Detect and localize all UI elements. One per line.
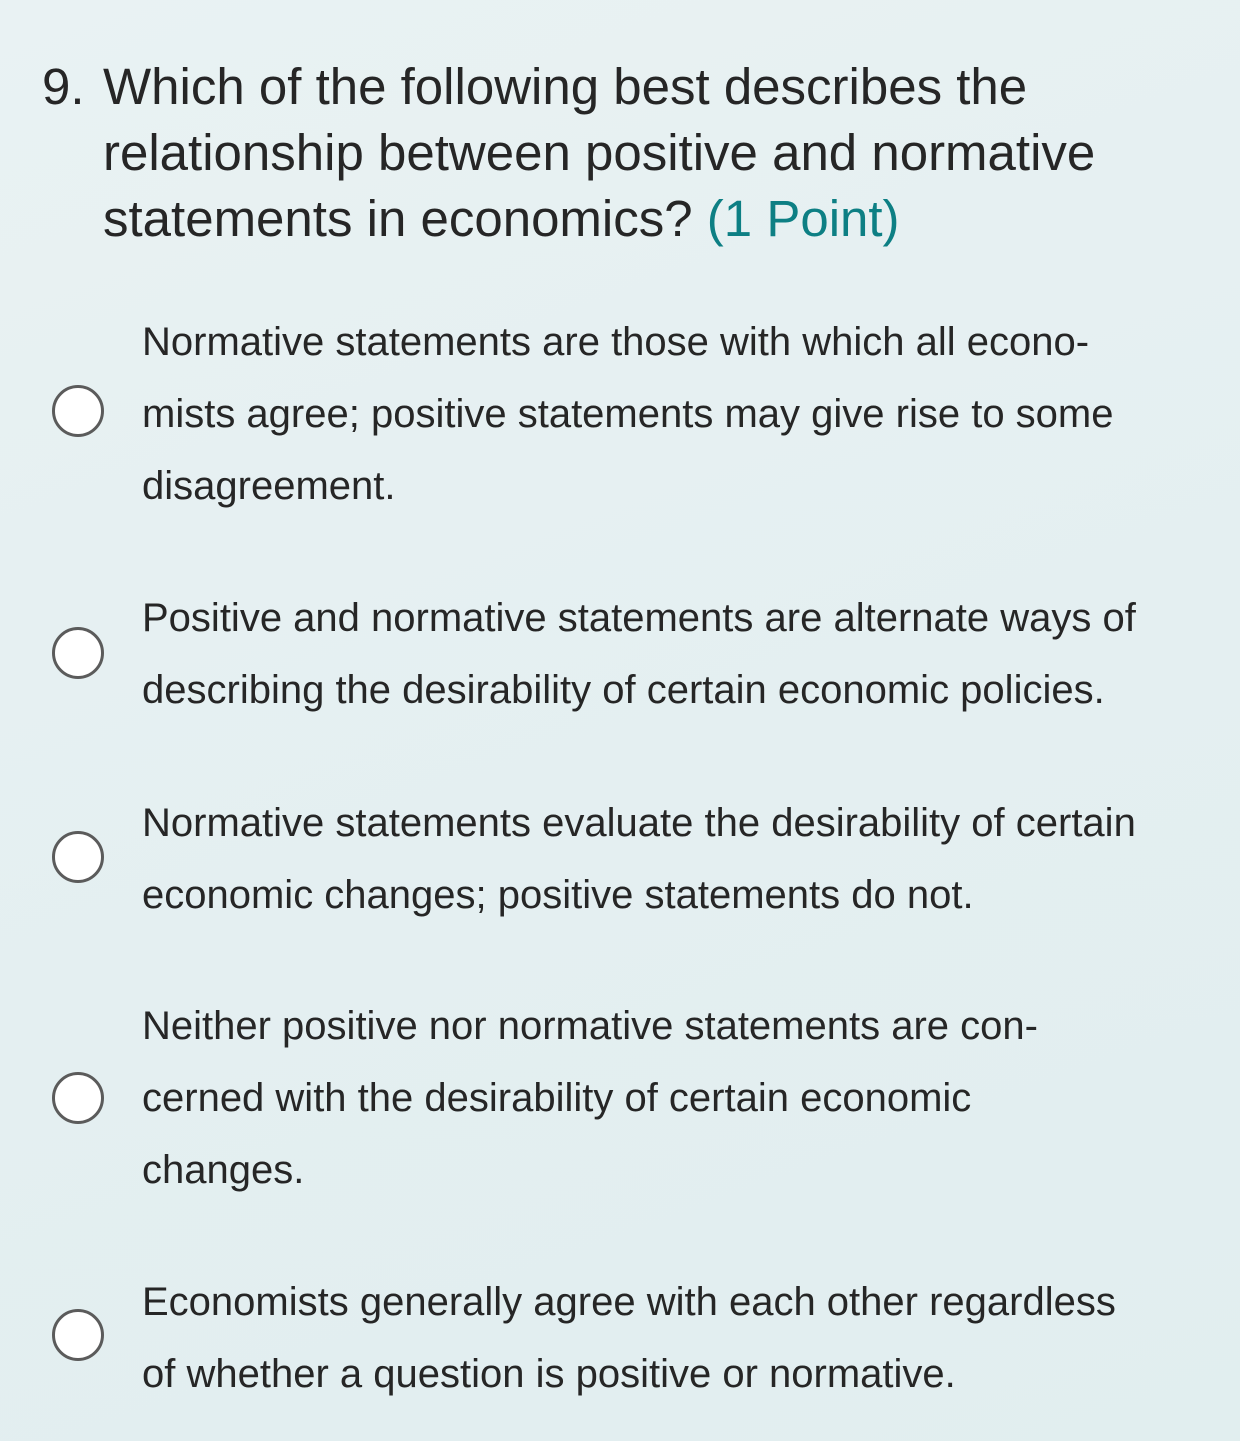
option-3-line-1: Normative statements evaluate the desirability of certain	[142, 801, 1136, 845]
question-text-block	[103, 54, 1212, 252]
option-2-label	[142, 582, 1202, 726]
option-1-label	[142, 306, 1202, 522]
option-4-line-2: cerned with the desirability of certain economic	[142, 1076, 972, 1120]
radio-button-option-5[interactable]	[52, 1309, 104, 1361]
question-points: (1 Point)	[706, 190, 900, 247]
option-3-label	[142, 787, 1202, 931]
option-3-line-2: economic changes; positive statements do not.	[142, 873, 974, 917]
radio-button-option-3[interactable]	[52, 831, 104, 883]
option-2-line-2: describing the desirability of certain economic policies.	[142, 668, 1105, 712]
option-5-line-1: Economists generally agree with each other regardless	[142, 1280, 1116, 1324]
question-number: 9.	[42, 58, 85, 115]
radio-button-option-1[interactable]	[52, 385, 104, 437]
option-1-line-2: mists agree; positive statements may give rise to some	[142, 392, 1114, 436]
option-5-line-2: of whether a question is positive or normative.	[142, 1352, 956, 1396]
option-1-line-1: Normative statements are those with which all econo-	[142, 320, 1090, 364]
option-4-line-1: Neither positive nor normative statements are con-	[142, 1004, 1038, 1048]
radio-button-option-2[interactable]	[52, 627, 104, 679]
option-4-label	[142, 990, 1202, 1206]
question	[42, 54, 1212, 252]
question-text: Which of the following best describes the relationship between positive and normative statements in economics?	[103, 58, 1096, 247]
option-5-label	[142, 1266, 1202, 1410]
radio-button-option-4[interactable]	[52, 1072, 104, 1124]
option-4-line-3: changes.	[142, 1148, 305, 1192]
option-1-line-3: disagreement.	[142, 464, 396, 508]
option-2-line-1: Positive and normative statements are alternate ways of	[142, 596, 1136, 640]
